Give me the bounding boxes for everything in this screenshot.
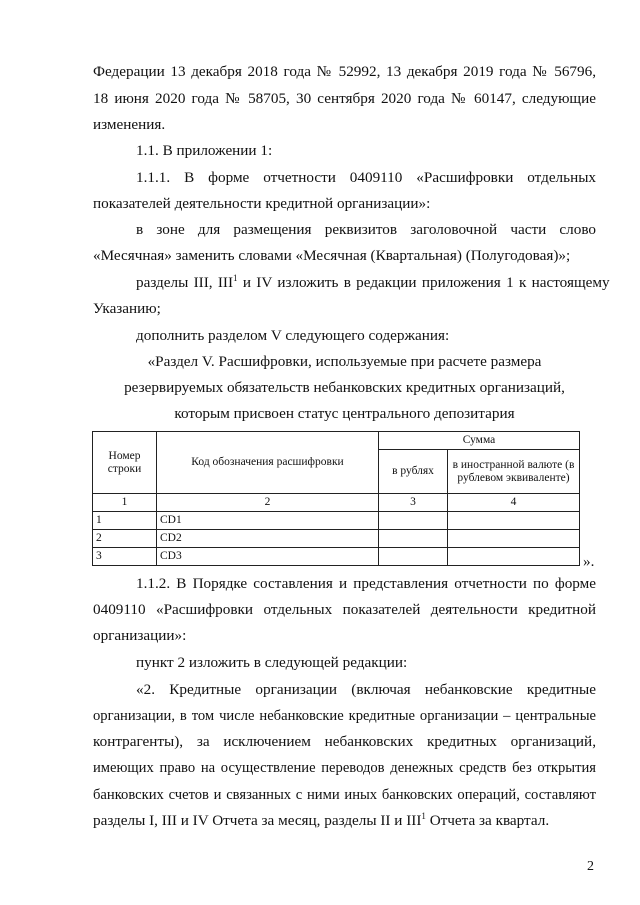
paragraph-line: «Месячная» заменить словами «Месячная (Квартальная) (Полугодовая)»; — [93, 247, 571, 264]
header-rubles: в рублях — [379, 450, 448, 494]
row-foreign — [448, 512, 580, 530]
paragraph-line: организации»: — [93, 627, 187, 644]
paragraph-line: Федерации 13 декабря 2018 года № 52992, 13 декабря 2019 года № 56796, — [93, 63, 596, 80]
row-code: CD2 — [157, 530, 379, 548]
paragraph-line: пункт 2 изложить в следующей редакции: — [136, 654, 408, 671]
paragraph-line: дополнить разделом V следующего содержания: — [136, 327, 450, 344]
paragraph-line — [93, 810, 596, 832]
paragraph-line: 1.1. В приложении 1: — [136, 142, 273, 159]
column-number: 3 — [379, 494, 448, 512]
table-row — [93, 512, 580, 530]
codes-table — [92, 431, 580, 566]
header-sum: Сумма — [379, 432, 580, 450]
column-number: 1 — [93, 494, 157, 512]
text-run: разделы III, III — [136, 274, 234, 291]
text-run: разделы I, III и IV Отчета за месяц, разделы II и III — [93, 812, 422, 829]
row-number: 1 — [93, 512, 157, 530]
table-row — [93, 530, 580, 548]
section-heading-line: «Раздел V. Расшифровки, используемые при расчете размера — [147, 353, 542, 370]
paragraph-line: показателей деятельности кредитной организации»: — [93, 195, 431, 212]
paragraph-line: 18 июня 2020 года № 58705, 30 сентября 2020 года № 60147, следующие — [93, 90, 596, 107]
paragraph-line: 1.1.2. В Порядке составления и представления отчетности по форме — [136, 575, 596, 592]
paragraph-line: изменения. — [93, 116, 166, 133]
header-foreign-currency: в иностранной валюте (в рублевом эквиваленте) — [448, 450, 580, 494]
paragraph-line: контрагенты), за исключением небанковских кредитных организаций, — [93, 733, 596, 750]
paragraph-line: организации, в том числе небанковские кредитные организации – центральные — [93, 708, 596, 724]
paragraph-line: 0409110 «Расшифровки отдельных показателей деятельности кредитной — [93, 601, 596, 618]
section-heading-line: которым присвоен статус центрального депозитария — [174, 405, 515, 422]
row-code: CD3 — [157, 548, 379, 566]
row-rubles — [379, 530, 448, 548]
header-code: Код обозначения расшифровки — [157, 432, 379, 494]
row-rubles — [379, 548, 448, 566]
column-number: 4 — [448, 494, 580, 512]
superscript: 1 — [233, 273, 238, 283]
superscript: 1 — [421, 811, 426, 821]
page-number: 2 — [587, 859, 594, 874]
paragraph-line: в зоне для размещения реквизитов заголовочной части слово — [136, 221, 596, 238]
text-run: и IV изложить в редакции приложения 1 к настоящему — [237, 274, 610, 291]
row-number: 2 — [93, 530, 157, 548]
row-foreign — [448, 530, 580, 548]
section-heading-line: резервируемых обязательств небанковских кредитных организаций, — [124, 379, 565, 396]
paragraph-line: банковских счетов и связанных с ними иных банковских операций, составляют — [93, 787, 596, 803]
row-code: CD1 — [157, 512, 379, 530]
closing-quote: ». — [583, 553, 595, 570]
header-row-number: Номер строки — [93, 432, 157, 494]
row-foreign — [448, 548, 580, 566]
column-number: 2 — [157, 494, 379, 512]
paragraph-line: 1.1.1. В форме отчетности 0409110 «Расшифровки отдельных — [136, 169, 596, 186]
paragraph-line — [136, 272, 610, 294]
paragraph-line: Указанию; — [93, 300, 161, 317]
table-row — [93, 548, 580, 566]
row-number: 3 — [93, 548, 157, 566]
paragraph-line: имеющих право на осуществление переводов денежных средств без открытия — [93, 760, 596, 776]
text-run: Отчета за квартал. — [425, 812, 550, 829]
row-rubles — [379, 512, 448, 530]
paragraph-line: «2. Кредитные организации (включая небанковские кредитные — [136, 681, 596, 698]
